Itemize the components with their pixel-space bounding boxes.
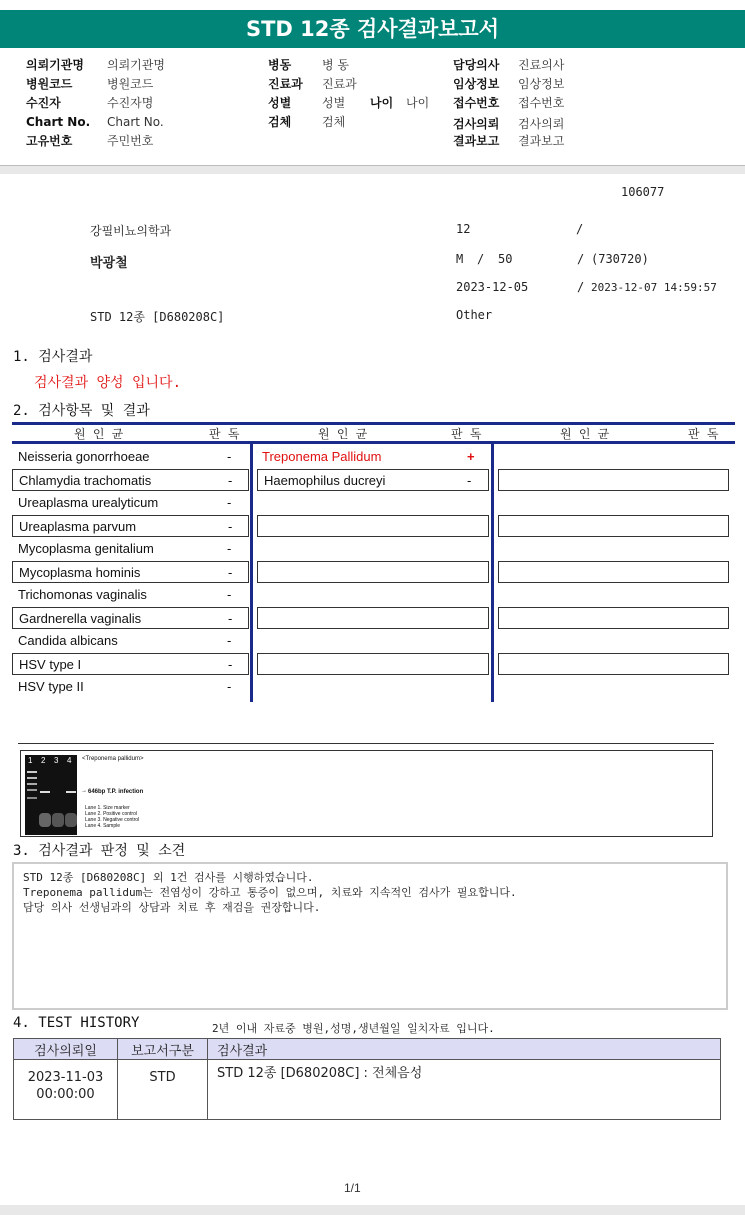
header-value: 접수번호 <box>518 96 565 110</box>
gel-legend-item: Lane 2. Positive control <box>85 811 137 817</box>
band-label-arrow: → <box>81 788 87 794</box>
header-value: 진료과 <box>322 77 357 91</box>
section-3-title: 3. 검사결과 판정 및 소견 <box>13 843 186 859</box>
history-header: 검사의뢰일 <box>14 1039 118 1060</box>
table-row: Mycoplasma genitalium - <box>18 541 232 556</box>
table-row: Mycoplasma hominis - <box>12 561 249 583</box>
table-row-empty <box>257 561 489 583</box>
header-value: 의뢰기관명 <box>107 58 165 72</box>
header-value: 성별 <box>322 96 346 110</box>
table-row-empty <box>257 607 489 629</box>
column-divider <box>491 444 494 702</box>
column-header: 원 인 균 <box>74 427 124 441</box>
table-row-empty <box>498 607 729 629</box>
report-date: 2023-12-07 14:59:57 <box>591 281 717 294</box>
result-summary: 검사결과 양성 입니다. <box>34 375 182 391</box>
opinion-line: Treponema pallidum는 전염성이 강하고 통증이 없으며, 치료와 지속적인 검사가 필요합니다. <box>23 886 517 899</box>
age: 50 <box>498 252 513 266</box>
gel-legend-item: Lane 3. Negative control <box>85 817 140 823</box>
report-header <box>0 48 745 166</box>
table-row-empty <box>498 469 729 491</box>
history-header: 보고서구분 <box>118 1039 208 1060</box>
header-value: 병원코드 <box>107 77 154 91</box>
separator: / <box>577 252 585 266</box>
table-row-empty <box>498 561 729 583</box>
history-time: 00:00:00 <box>36 1087 95 1102</box>
column-divider <box>250 444 253 702</box>
header-label: 고유번호 <box>26 134 73 148</box>
history-note: 2년 이내 자료중 병원,성명,생년월일 일치자료 입니다. <box>212 1022 495 1035</box>
table-row: Trichomonas vaginalis - <box>18 587 232 602</box>
history-row <box>14 1060 721 1120</box>
header-value: 수진자명 <box>107 96 154 110</box>
gel-panel <box>20 750 713 837</box>
table-row: Treponema Pallidum + <box>262 449 475 464</box>
opinion-line: STD 12종 [D680208C] 외 1건 검사를 시행하였습니다. <box>23 871 314 884</box>
header-label: Chart No. <box>26 115 91 129</box>
header-value: 병 동 <box>322 58 349 72</box>
separator: / <box>576 222 584 236</box>
header-label: 검체 <box>268 115 292 129</box>
table-row: Ureaplasma urealyticum - <box>18 495 232 510</box>
header-value: 검사의뢰 <box>518 117 565 131</box>
header-label: 의뢰기관명 <box>26 58 84 72</box>
section-1-title: 1. 검사결과 <box>13 349 93 365</box>
hospital-name: 강필비뇨의학과 <box>90 224 172 238</box>
history-header: 검사결과 <box>208 1039 721 1060</box>
patient-id: (730720) <box>591 252 649 266</box>
ward: 12 <box>456 222 471 236</box>
column-header: 원 인 균 <box>318 427 368 441</box>
gel-image: 1 2 3 4 <box>25 755 77 835</box>
header-value: Chart No. <box>107 115 164 129</box>
section-2-title: 2. 검사항목 및 결과 <box>13 403 150 419</box>
header-label: 결과보고 <box>453 134 500 148</box>
gel-legend-item: Lane 1. Size marker <box>85 805 130 811</box>
header-label: 수진자 <box>26 96 61 110</box>
table-row: Gardnerella vaginalis - <box>12 607 249 629</box>
header-label: 성별 <box>268 96 292 110</box>
footer-bar <box>0 1205 745 1215</box>
history-date: 2023-11-03 <box>27 1070 104 1085</box>
separator: / <box>477 252 485 266</box>
result-table <box>12 422 735 702</box>
table-row-empty <box>498 515 729 537</box>
test-name: STD 12종 [D680208C] <box>90 310 225 324</box>
gel-legend-item: Lane 4. Sample <box>85 823 121 829</box>
header-label: 진료과 <box>268 77 303 91</box>
header-value: 나이 <box>406 96 430 110</box>
table-row-empty <box>257 653 489 675</box>
chart-number: 106077 <box>621 185 665 199</box>
header-value: 검체 <box>322 115 346 129</box>
sex: M <box>456 252 464 266</box>
report-title: STD 12종 검사결과보고서 <box>0 10 745 48</box>
history-type: STD <box>118 1060 208 1120</box>
header-value: 임상정보 <box>518 77 565 91</box>
divider <box>18 743 714 744</box>
opinion-box <box>12 862 728 1010</box>
header-value: 주민번호 <box>107 134 154 148</box>
table-row: Haemophilus ducreyi - <box>257 469 489 491</box>
separator: / <box>577 280 585 294</box>
header-label: 나이 <box>370 96 394 110</box>
header-label: 접수번호 <box>453 96 500 110</box>
page-number: 1/1 <box>344 1181 361 1195</box>
history-result: STD 12종 [D680208C] : 전체음성 <box>208 1060 721 1120</box>
history-table <box>13 1038 721 1120</box>
header-divider <box>0 166 745 174</box>
header-label: 담당의사 <box>453 58 500 72</box>
table-row: Neisseria gonorrhoeae - <box>18 449 232 464</box>
table-row: Candida albicans - <box>18 633 232 648</box>
section-4-title: 4. TEST HISTORY <box>13 1015 140 1031</box>
opinion-line: 담당 의사 선생님과의 상담과 치료 후 재검을 권장합니다. <box>23 901 321 914</box>
judge-header: 판 독 <box>451 427 482 441</box>
table-row-empty <box>498 653 729 675</box>
gel-title: <Treponema pallidum> <box>82 756 144 762</box>
header-value: 진료의사 <box>518 58 565 72</box>
header-value: 결과보고 <box>518 134 565 148</box>
table-row: HSV type II - <box>18 679 232 694</box>
table-row: Ureaplasma parvum - <box>12 515 249 537</box>
header-label: 임상정보 <box>453 77 500 91</box>
receive-date: 2023-12-05 <box>456 280 529 294</box>
band-label: 646bp T.P. infection <box>88 789 144 795</box>
header-label: 검사의뢰 <box>453 117 500 131</box>
table-row-empty <box>257 515 489 537</box>
judge-header: 판 독 <box>688 427 719 441</box>
specimen: Other <box>456 308 493 322</box>
table-row: Chlamydia trachomatis - <box>12 469 249 491</box>
header-label: 병동 <box>268 58 292 72</box>
judge-header: 판 독 <box>209 427 240 441</box>
column-header: 원 인 균 <box>560 427 610 441</box>
patient-name: 박광철 <box>90 256 128 271</box>
header-label: 병원코드 <box>26 77 73 91</box>
table-row: HSV type I - <box>12 653 249 675</box>
